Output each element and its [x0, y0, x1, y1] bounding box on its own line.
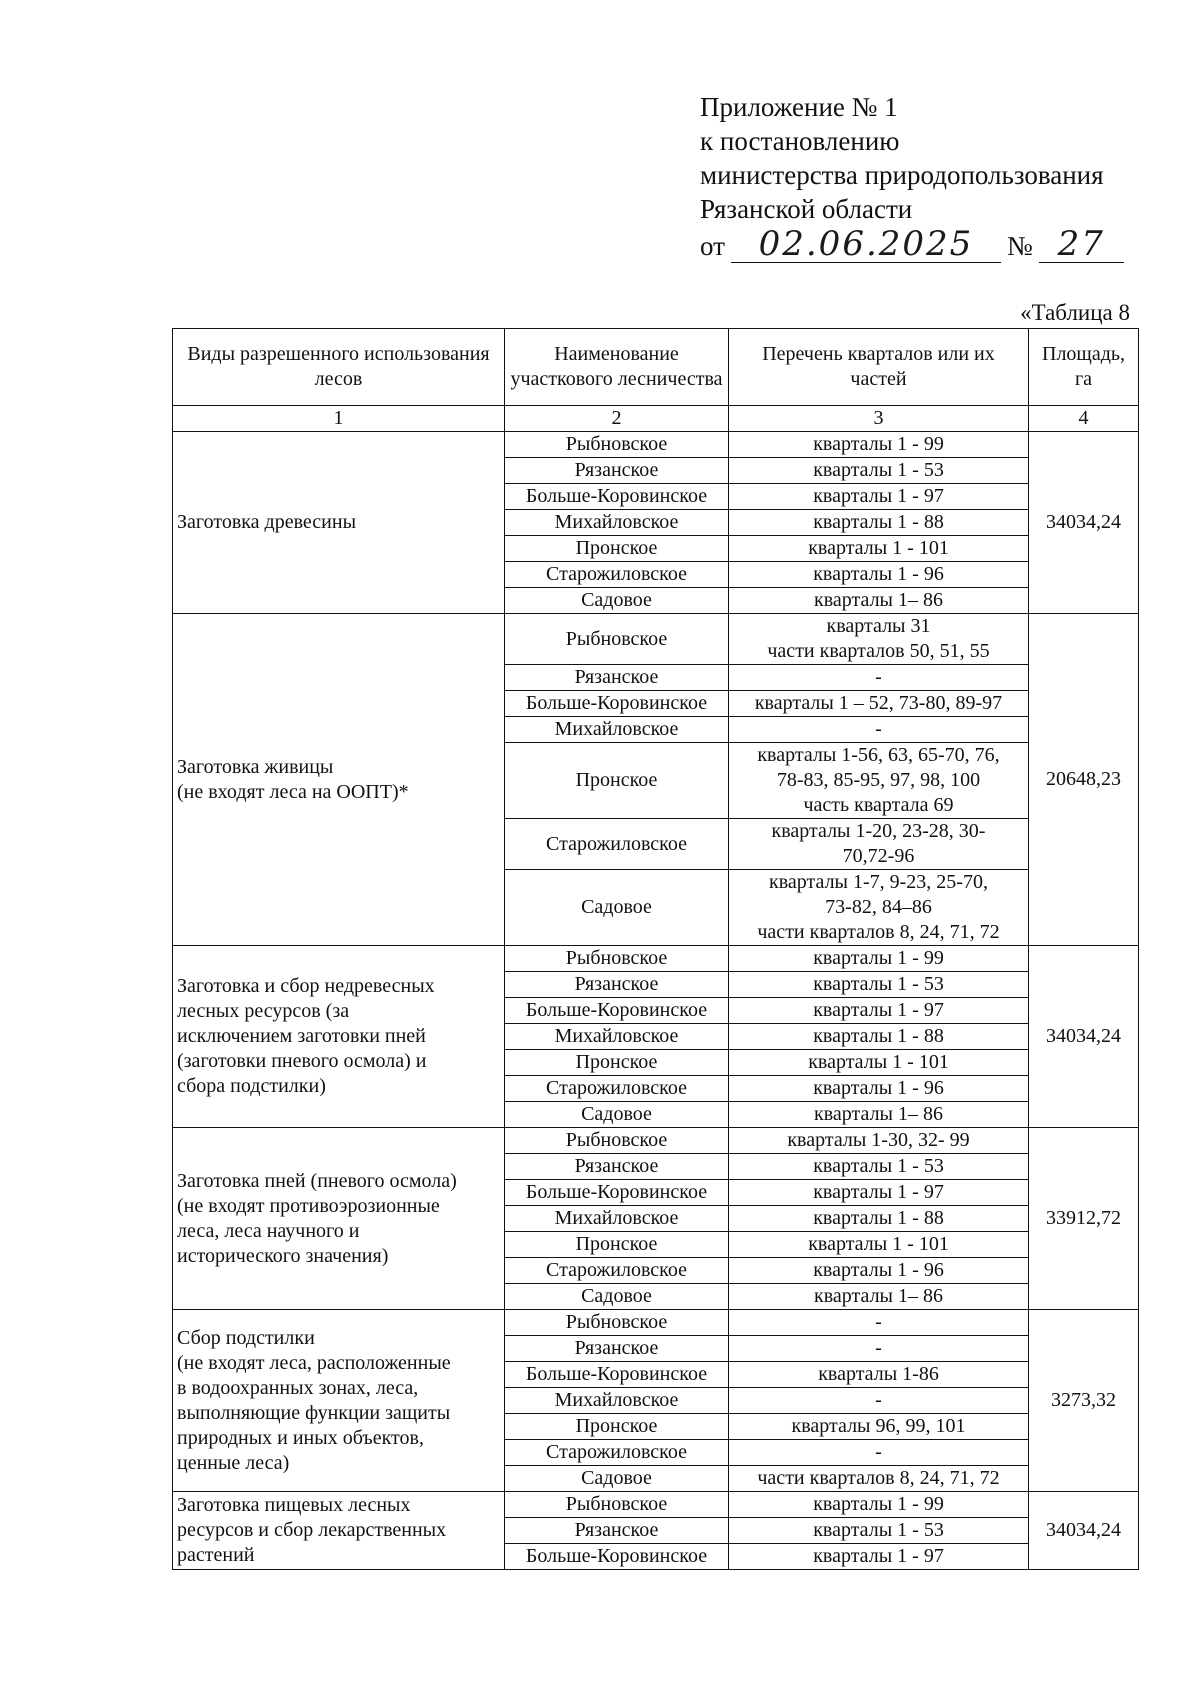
forestry-cell: Михайловское — [505, 717, 729, 743]
forestry-cell: Старожиловское — [505, 1440, 729, 1466]
forestry-cell: Садовое — [505, 1102, 729, 1128]
use-kind-cell: Заготовка живицы (не входят леса на ООПТ)* — [173, 614, 505, 946]
column-number-row — [173, 406, 1139, 432]
document-header — [700, 90, 1170, 263]
quarters-cell: кварталы 1 - 53 — [729, 1518, 1029, 1544]
quarters-cell: кварталы 1-20, 23-28, 30- 70,72-96 — [729, 819, 1029, 870]
forestry-cell: Рязанское — [505, 972, 729, 998]
quarters-cell: кварталы 1 - 97 — [729, 1544, 1029, 1570]
quarters-cell: части кварталов 8, 24, 71, 72 — [729, 1466, 1029, 1492]
area-cell: 33912,72 — [1029, 1128, 1139, 1310]
area-cell: 3273,32 — [1029, 1310, 1139, 1492]
number-slot — [1039, 226, 1124, 263]
quarters-cell: кварталы 1-7, 9-23, 25-70, 73-82, 84–86 части кварталов 8, 24, 71, 72 — [729, 870, 1029, 946]
column-header: Наименование участкового лесничества — [505, 329, 729, 406]
forestry-cell: Пронское — [505, 1414, 729, 1440]
quarters-cell: кварталы 1 - 96 — [729, 562, 1029, 588]
table-row — [173, 1128, 1139, 1154]
header-row — [173, 329, 1139, 406]
quarters-cell: кварталы 1 – 52, 73-80, 89-97 — [729, 691, 1029, 717]
quarters-cell: - — [729, 665, 1029, 691]
forestry-cell: Садовое — [505, 1466, 729, 1492]
forestry-cell: Михайловское — [505, 1388, 729, 1414]
quarters-cell: кварталы 1 - 53 — [729, 972, 1029, 998]
quarters-cell: - — [729, 1388, 1029, 1414]
column-header: Виды разрешенного использования лесов — [173, 329, 505, 406]
forestry-cell: Пронское — [505, 743, 729, 819]
quarters-cell: кварталы 1 - 99 — [729, 432, 1029, 458]
forestry-cell: Рыбновское — [505, 1310, 729, 1336]
quarters-cell: кварталы 1-86 — [729, 1362, 1029, 1388]
forestry-cell: Больше-Коровинское — [505, 691, 729, 717]
quarters-cell: кварталы 1 - 101 — [729, 1050, 1029, 1076]
forestry-cell: Старожиловское — [505, 562, 729, 588]
handwritten-number: 27 — [1057, 224, 1105, 264]
date-number-line — [700, 226, 1170, 263]
forest-use-table — [172, 328, 1139, 1570]
column-number: 1 — [173, 406, 505, 432]
use-kind-cell: Заготовка древесины — [173, 432, 505, 614]
forestry-cell: Больше-Коровинское — [505, 1180, 729, 1206]
use-kind-cell: Заготовка пней (пневого осмола) (не входят противоэрозионные леса, леса научного и исторического значения) — [173, 1128, 505, 1310]
forestry-cell: Рыбновское — [505, 614, 729, 665]
from-label: от — [700, 231, 725, 261]
header-line: к постановлению — [700, 126, 900, 156]
quarters-cell: - — [729, 1440, 1029, 1466]
quarters-cell: кварталы 1 - 101 — [729, 1232, 1029, 1258]
header-line: Приложение № 1 — [700, 92, 898, 122]
quarters-cell: кварталы 1 - 99 — [729, 946, 1029, 972]
table-row — [173, 946, 1139, 972]
area-cell: 20648,23 — [1029, 614, 1139, 946]
quarters-cell: кварталы 1 - 88 — [729, 510, 1029, 536]
forestry-cell: Больше-Коровинское — [505, 1544, 729, 1570]
quarters-cell: - — [729, 717, 1029, 743]
quarters-cell: кварталы 1– 86 — [729, 1284, 1029, 1310]
header-line: Рязанской области — [700, 194, 913, 224]
forestry-cell: Садовое — [505, 588, 729, 614]
quarters-cell: кварталы 1 - 53 — [729, 1154, 1029, 1180]
quarters-cell: кварталы 1 - 88 — [729, 1024, 1029, 1050]
forestry-cell: Садовое — [505, 870, 729, 946]
quarters-cell: кварталы 1 - 97 — [729, 1180, 1029, 1206]
forestry-cell: Больше-Коровинское — [505, 484, 729, 510]
quarters-cell: кварталы 1-30, 32- 99 — [729, 1128, 1029, 1154]
table-body — [173, 432, 1139, 1570]
forestry-cell: Рязанское — [505, 1518, 729, 1544]
forestry-cell: Михайловское — [505, 1206, 729, 1232]
quarters-cell: кварталы 1 - 53 — [729, 458, 1029, 484]
forestry-cell: Рыбновское — [505, 1128, 729, 1154]
quarters-cell: кварталы 1 - 88 — [729, 1206, 1029, 1232]
forestry-cell: Рыбновское — [505, 432, 729, 458]
table-row — [173, 1492, 1139, 1518]
quarters-cell: кварталы 1 - 97 — [729, 484, 1029, 510]
table-caption: «Таблица 8 — [1020, 300, 1130, 325]
column-number: 3 — [729, 406, 1029, 432]
area-cell: 34034,24 — [1029, 1492, 1139, 1570]
area-cell: 34034,24 — [1029, 946, 1139, 1128]
quarters-cell: - — [729, 1336, 1029, 1362]
number-label: № — [1006, 231, 1033, 261]
forestry-cell: Больше-Коровинское — [505, 1362, 729, 1388]
quarters-cell: кварталы 1-56, 63, 65-70, 76, 78-83, 85-95, 97, 98, 100 часть квартала 69 — [729, 743, 1029, 819]
quarters-cell: кварталы 1 - 101 — [729, 536, 1029, 562]
handwritten-date: 02.06.2025 — [758, 224, 974, 264]
forestry-cell: Рыбновское — [505, 946, 729, 972]
quarters-cell: кварталы 1– 86 — [729, 588, 1029, 614]
forestry-cell: Старожиловское — [505, 819, 729, 870]
forestry-cell: Пронское — [505, 536, 729, 562]
quarters-cell: - — [729, 1310, 1029, 1336]
table-row — [173, 1310, 1139, 1336]
column-header: Площадь, га — [1029, 329, 1139, 406]
forestry-cell: Старожиловское — [505, 1258, 729, 1284]
table-row — [173, 614, 1139, 665]
quarters-cell: кварталы 1 - 99 — [729, 1492, 1029, 1518]
quarters-cell: кварталы 1– 86 — [729, 1102, 1029, 1128]
forestry-cell: Рязанское — [505, 1154, 729, 1180]
use-kind-cell: Заготовка пищевых лесных ресурсов и сбор лекарственных растений — [173, 1492, 505, 1570]
forestry-cell: Рыбновское — [505, 1492, 729, 1518]
area-cell: 34034,24 — [1029, 432, 1139, 614]
forestry-cell: Рязанское — [505, 665, 729, 691]
date-slot — [731, 226, 1001, 263]
forestry-cell: Михайловское — [505, 510, 729, 536]
column-header: Перечень кварталов или их частей — [729, 329, 1029, 406]
use-kind-cell: Заготовка и сбор недревесных лесных ресурсов (за исключением заготовки пней (заготовки пневого осмола) и сбора подстилки) — [173, 946, 505, 1128]
forestry-cell: Старожиловское — [505, 1076, 729, 1102]
quarters-cell: кварталы 1 - 97 — [729, 998, 1029, 1024]
header-line: министерства природопользования — [700, 160, 1104, 190]
quarters-cell: кварталы 31 части кварталов 50, 51, 55 — [729, 614, 1029, 665]
forestry-cell: Больше-Коровинское — [505, 998, 729, 1024]
quarters-cell: кварталы 1 - 96 — [729, 1258, 1029, 1284]
column-number: 2 — [505, 406, 729, 432]
forestry-cell: Рязанское — [505, 1336, 729, 1362]
quarters-cell: кварталы 96, 99, 101 — [729, 1414, 1029, 1440]
table-row — [173, 432, 1139, 458]
quarters-cell: кварталы 1 - 96 — [729, 1076, 1029, 1102]
forestry-cell: Садовое — [505, 1284, 729, 1310]
forestry-cell: Пронское — [505, 1232, 729, 1258]
forestry-cell: Пронское — [505, 1050, 729, 1076]
forestry-cell: Михайловское — [505, 1024, 729, 1050]
column-number: 4 — [1029, 406, 1139, 432]
forestry-cell: Рязанское — [505, 458, 729, 484]
use-kind-cell: Сбор подстилки (не входят леса, расположенные в водоохранных зонах, леса, выполняющие функции защиты природных и иных объектов, ценные леса) — [173, 1310, 505, 1492]
